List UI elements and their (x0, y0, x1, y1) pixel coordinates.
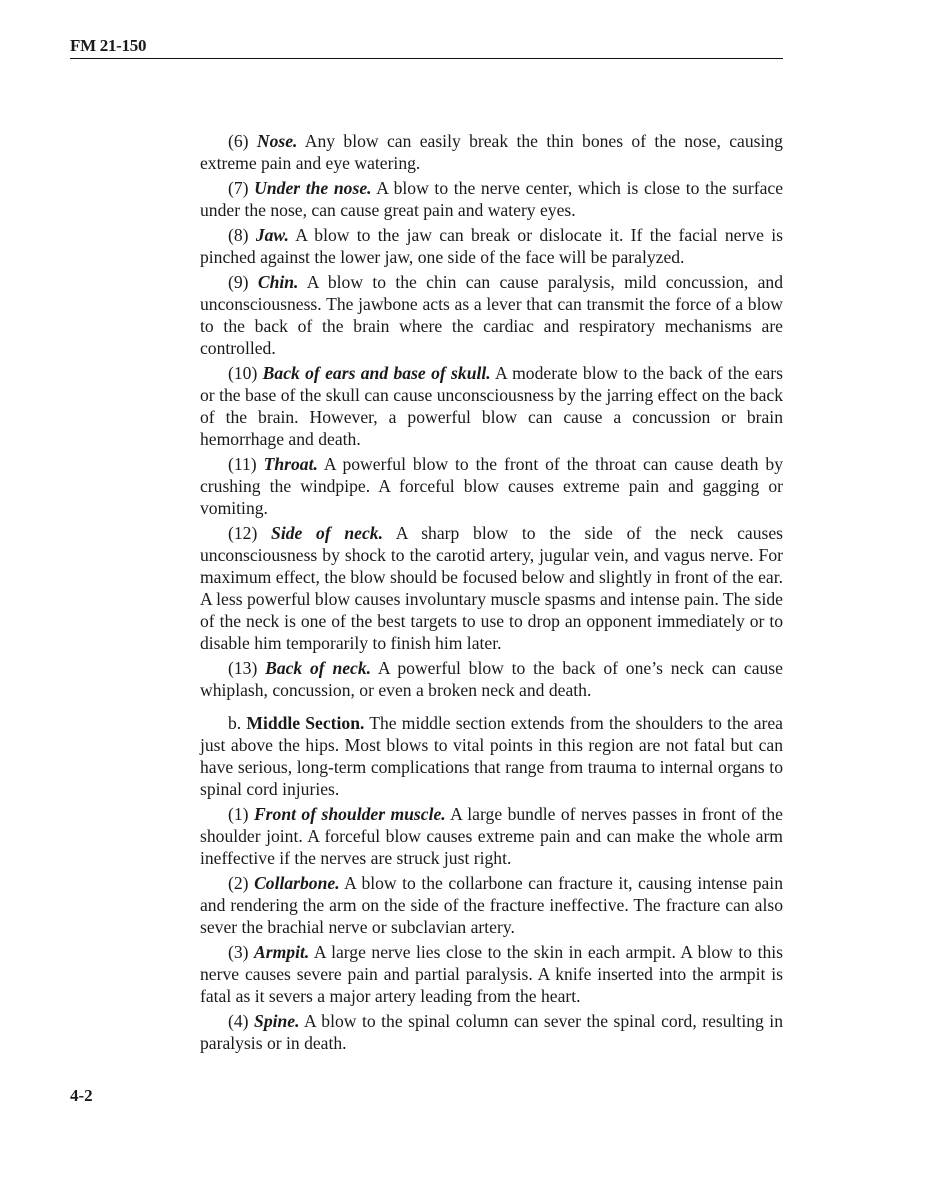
item-term: Armpit. (254, 942, 310, 962)
section-heading: Middle Section. (246, 713, 365, 733)
item-number: (11) (228, 454, 257, 474)
item-term: Nose. (256, 131, 298, 151)
item-text: A large bundle of nerves passes in front of the shoulder joint. A forceful blow causes extreme pain and can make the whole arm ineffective if the nerves are struck just right. (200, 804, 783, 868)
paragraph-front-shoulder (200, 803, 783, 869)
paragraph-jaw (200, 224, 783, 268)
item-number: (2) (228, 873, 249, 893)
item-text: A moderate blow to the back of the ears or the base of the skull can cause unconsciousness by the jarring effect on the back of the brain. However, a powerful blow can cause a concussion or brain hemorrhage and death. (200, 363, 783, 449)
section-text: The middle section extends from the shoulders to the area just above the hips. Most blows to vital points in this region are not fatal but can have serious, long-term complications that range from trauma to internal organs to spinal cord injuries. (200, 713, 783, 799)
paragraph-back-of-neck (200, 657, 783, 701)
item-number: (8) (228, 225, 249, 245)
item-text: A blow to the chin can cause paralysis, mild concussion, and unconsciousness. The jawbone acts as a lever that can transmit the force of a blow to the back of the brain where the cardiac and respiratory mechanisms are controlled. (200, 272, 784, 358)
paragraph-collarbone (200, 872, 783, 938)
section-middle (200, 712, 783, 800)
item-number: (7) (228, 178, 249, 198)
paragraph-throat (200, 453, 783, 519)
item-text: A powerful blow to the front of the throat can cause death by crushing the windpipe. A forceful blow causes extreme pain and gagging or vomiting. (200, 454, 783, 518)
page-header (70, 38, 783, 59)
item-number: (12) (228, 523, 258, 543)
paragraph-back-of-ears (200, 362, 783, 450)
item-number: (10) (228, 363, 258, 383)
item-text: A powerful blow to the back of one’s neck can cause whiplash, concussion, or even a broken neck and death. (200, 658, 783, 700)
item-term: Back of neck. (265, 658, 372, 678)
item-text: A blow to the collarbone can fracture it, causing intense pain and rendering the arm on the side of the fracture ineffective. The fracture can also sever the brachial nerve or subclavian artery. (200, 873, 783, 937)
paragraph-chin (200, 271, 783, 359)
item-number: (4) (228, 1011, 249, 1031)
item-text: A large nerve lies close to the skin in each armpit. A blow to this nerve causes severe pain and partial paralysis. A knife inserted into the armpit is fatal as it severs a major artery leading from the heart. (200, 942, 783, 1006)
item-term: Spine. (254, 1011, 300, 1031)
paragraph-spine (200, 1010, 783, 1054)
item-number: (3) (228, 942, 249, 962)
item-term: Collarbone. (254, 873, 340, 893)
page-body (200, 130, 783, 1057)
item-term: Front of shoulder muscle. (253, 804, 446, 824)
manual-id: FM 21-150 (70, 36, 147, 55)
item-text: A blow to the jaw can break or dislocate it. If the facial nerve is pinched against the lower jaw, one side of the face will be paralyzed. (200, 225, 783, 267)
item-number: (1) (228, 804, 249, 824)
item-number: (13) (228, 658, 258, 678)
paragraph-nose (200, 130, 783, 174)
item-text: A blow to the spinal column can sever the spinal cord, resulting in paralysis or in death. (200, 1011, 783, 1053)
page-number: 4-2 (70, 1086, 93, 1105)
paragraph-armpit (200, 941, 783, 1007)
item-text: A sharp blow to the side of the neck causes unconsciousness by shock to the carotid artery, jugular vein, and vagus nerve. For maximum effect, the blow should be focused below and slightly in front of the ear. A less powerful blow causes involuntary muscle spasms and intense pain. The side of the neck is one of the best targets to use to drop an opponent immediately or to disable him temporarily to finish him later. (200, 523, 783, 653)
item-text: A blow to the nerve center, which is close to the surface under the nose, can cause great pain and watery eyes. (200, 178, 784, 220)
item-term: Chin. (257, 272, 299, 292)
paragraph-under-nose (200, 177, 783, 221)
item-text: Any blow can easily break the thin bones of the nose, causing extreme pain and eye watering. (200, 131, 783, 173)
item-term: Side of neck. (271, 523, 383, 543)
item-number: (9) (228, 272, 249, 292)
item-term: Back of ears and base of skull. (262, 363, 491, 383)
item-number: (6) (228, 131, 249, 151)
section-letter: b. (228, 713, 242, 733)
item-term: Under the nose. (254, 178, 372, 198)
item-term: Throat. (263, 454, 318, 474)
paragraph-side-of-neck (200, 522, 783, 654)
item-term: Jaw. (255, 225, 289, 245)
